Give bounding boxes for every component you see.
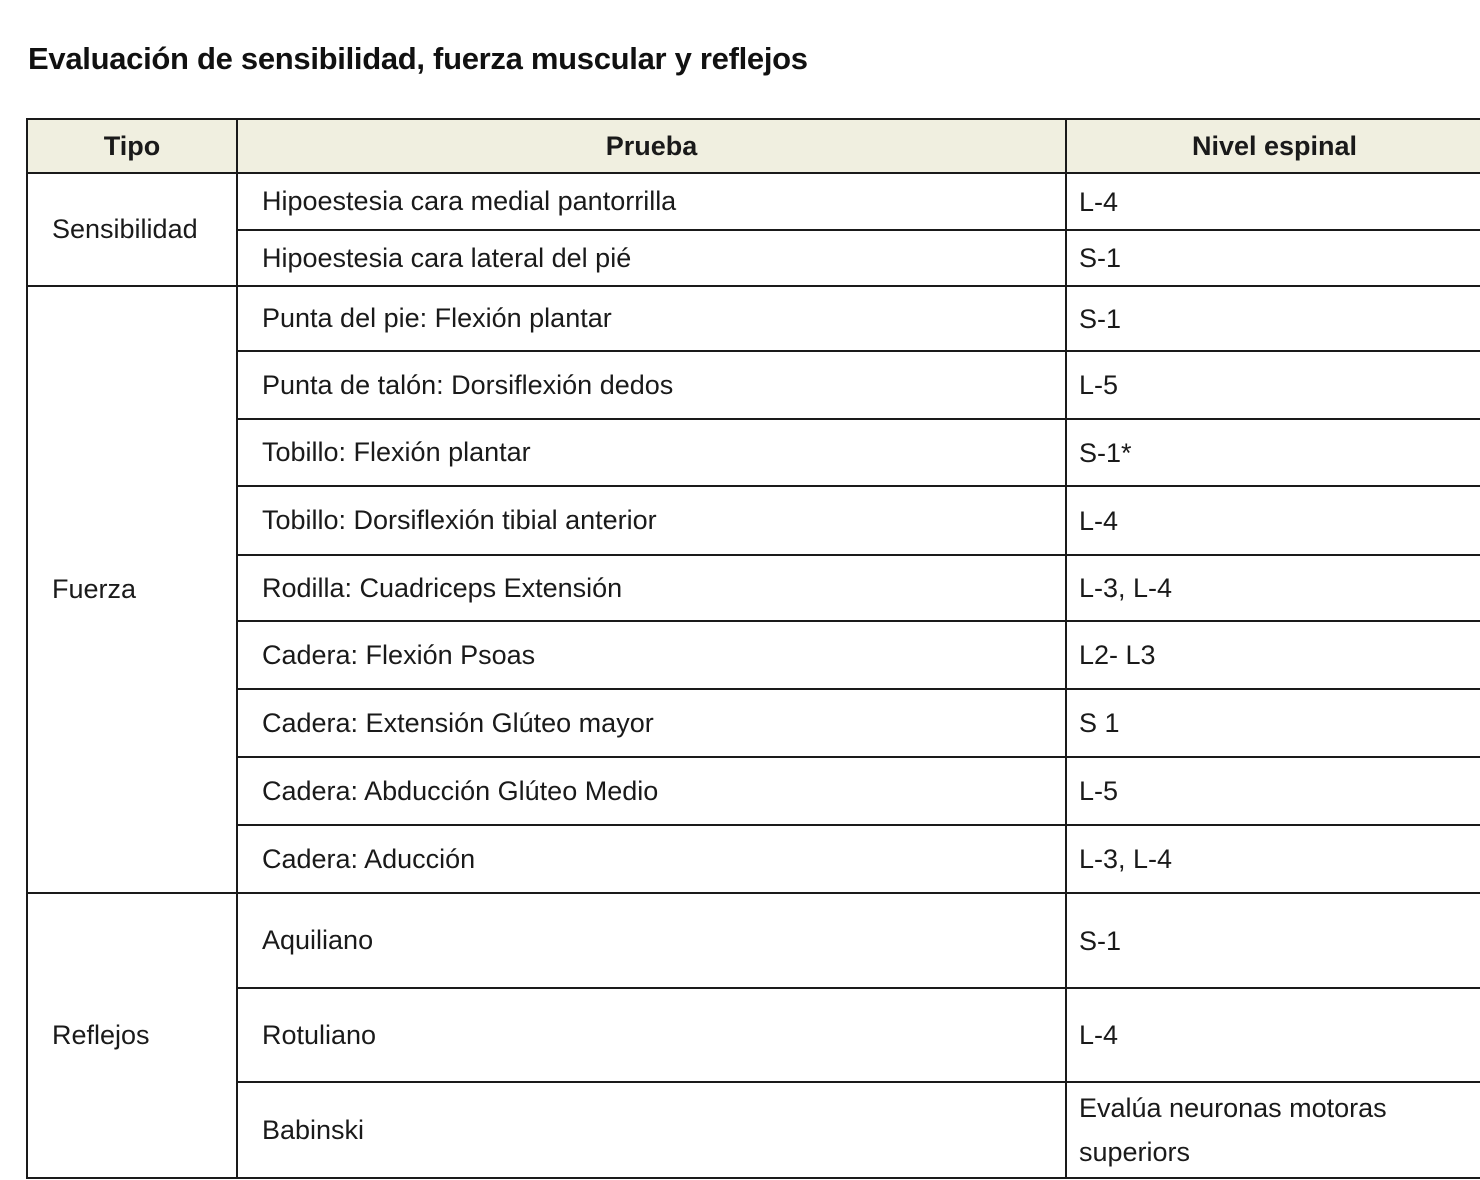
nivel-cell: L-4: [1066, 988, 1480, 1082]
tipo-cell-sensibilidad: Sensibilidad: [27, 173, 237, 286]
table-row: [27, 1082, 1480, 1178]
prueba-cell: Cadera: Abducción Glúteo Medio: [237, 757, 1066, 825]
prueba-cell: Rotuliano: [237, 988, 1066, 1082]
table-row: [27, 351, 1480, 419]
column-header-nivel-espinal: Nivel espinal: [1066, 119, 1480, 173]
table-row: [27, 893, 1480, 988]
tipo-cell-fuerza: Fuerza: [27, 286, 237, 893]
nivel-cell: S-1: [1066, 230, 1480, 286]
table-row: [27, 621, 1480, 689]
nivel-cell: L-3, L-4: [1066, 555, 1480, 621]
table-row: [27, 689, 1480, 757]
nivel-cell: L2- L3: [1066, 621, 1480, 689]
nivel-cell: L-5: [1066, 351, 1480, 419]
nivel-cell: L-4: [1066, 173, 1480, 230]
table-row: [27, 757, 1480, 825]
column-header-prueba: Prueba: [237, 119, 1066, 173]
page-title: Evaluación de sensibilidad, fuerza muscular y reflejos: [28, 40, 808, 76]
nivel-cell: S-1*: [1066, 419, 1480, 486]
prueba-cell: Babinski: [237, 1082, 1066, 1178]
prueba-cell: Hipoestesia cara medial pantorrilla: [237, 173, 1066, 230]
prueba-cell: Punta del pie: Flexión plantar: [237, 286, 1066, 351]
prueba-cell: Tobillo: Dorsiflexión tibial anterior: [237, 486, 1066, 555]
nivel-cell: Evalúa neuronas motoras superiors: [1066, 1082, 1480, 1178]
nivel-cell: L-5: [1066, 757, 1480, 825]
nivel-cell: L-3, L-4: [1066, 825, 1480, 893]
table-row: [27, 825, 1480, 893]
nivel-cell: S-1: [1066, 286, 1480, 351]
prueba-cell: Tobillo: Flexión plantar: [237, 419, 1066, 486]
prueba-cell: Aquiliano: [237, 893, 1066, 988]
table-header-row: [27, 119, 1480, 173]
column-header-tipo: Tipo: [27, 119, 237, 173]
evaluation-table: [26, 118, 1480, 1179]
prueba-cell: Rodilla: Cuadriceps Extensión: [237, 555, 1066, 621]
prueba-cell: Punta de talón: Dorsiflexión dedos: [237, 351, 1066, 419]
table-row: [27, 173, 1480, 230]
nivel-cell: S 1: [1066, 689, 1480, 757]
tipo-cell-reflejos: Reflejos: [27, 893, 237, 1178]
table-row: [27, 419, 1480, 486]
nivel-cell: S-1: [1066, 893, 1480, 988]
prueba-cell: Cadera: Flexión Psoas: [237, 621, 1066, 689]
nivel-cell: L-4: [1066, 486, 1480, 555]
table-row: [27, 988, 1480, 1082]
table-row: [27, 486, 1480, 555]
prueba-cell: Cadera: Aducción: [237, 825, 1066, 893]
table-row: [27, 230, 1480, 286]
prueba-cell: Cadera: Extensión Glúteo mayor: [237, 689, 1066, 757]
table-row: [27, 555, 1480, 621]
prueba-cell: Hipoestesia cara lateral del pié: [237, 230, 1066, 286]
table-row: [27, 286, 1480, 351]
